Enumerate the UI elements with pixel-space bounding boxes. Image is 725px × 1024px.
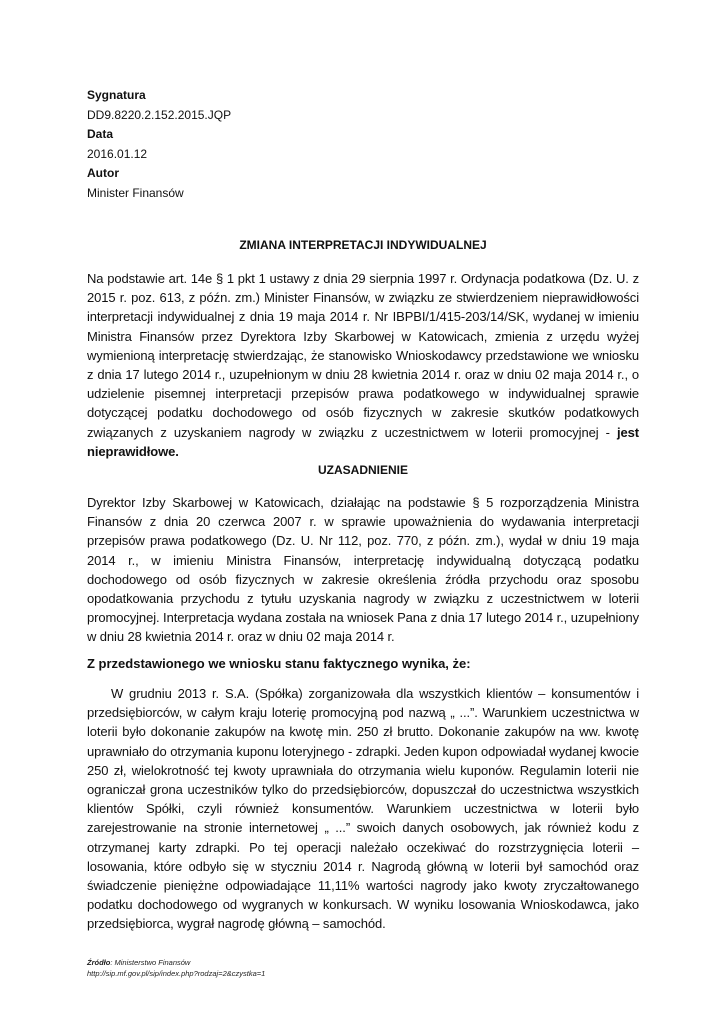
intro-paragraph xyxy=(87,269,639,461)
source-label: Źródło xyxy=(87,958,111,967)
source-url[interactable]: http://sip.mf.gov.pl/sip/index.php?rodzaj=2&czystka=1 xyxy=(87,969,266,978)
date-label: Data xyxy=(87,127,114,142)
document-metadata xyxy=(87,86,387,204)
source-footer xyxy=(87,957,487,979)
justification-title: UZASADNIENIE xyxy=(317,463,408,477)
author-value: Minister Finansów xyxy=(87,185,184,200)
intro-text: Na podstawie art. 14e § 1 pkt 1 ustawy z dnia 29 sierpnia 1997 r. Ordynacja podatkowa (Dz. U. z 2015 r. poz. 613, z późn. zm.) Minister Finansów, w związku ze stwierdzeniem nieprawidłowości interpretacji indywidualnej z dnia 19 maja 2014 r. Nr IBPBI/1/415-203/14/SK, wydanej w imieniu Ministra Finansów przez Dyrektora Izby Skarbowej w Katowicach, zmienia z urzędu wyżej wymienioną interpretację stwierdzając, że stanowisko Wnioskodawcy przedstawione we wniosku z dnia 17 lutego 2014 r., uzupełnionym w dniu 28 kwietnia 2014 r. oraz w dniu 02 maja 2014 r., o udzielenie pisemnej interpretacji przepisów prawa podatkowego w indywidualnej sprawie dotyczącej podatku dochodowego od osób fizycznych w zakresie skutków podatkowych związanych z uzyskaniem nagrody w związku z uczestnictwem w loterii promocyjnej - xyxy=(87,271,639,440)
facts-heading: Z przedstawionego we wniosku stanu faktycznego wynika, że: xyxy=(87,656,471,671)
signature-label: Sygnatura xyxy=(87,88,146,102)
author-label: Autor xyxy=(87,166,119,181)
source-value: : Ministerstwo Finansów xyxy=(110,958,191,967)
verdict-text: jest nieprawidłowe. xyxy=(87,424,639,459)
signature-value: DD9.8220.2.152.2015.JQP xyxy=(87,107,232,122)
facts-paragraph: W grudniu 2013 r. S.A. (Spółka) zorganizowała dla wszystkich klientów – konsumentów i przedsiębiorców, w całym kraju loterię promocyjną pod nazwą „ ...”. Warunkiem uczestnictwa w loterii było dokonanie zakupów na kwotę min. 250 zł brutto. Dokonanie zakupów na ww. kwotę uprawniało do otrzymania kuponu loteryjnego - zdrapki. Jeden kupon odpowiadał wydanej kwocie 250 zł, wielokrotność tej kwoty uprawniała do otrzymania wielu kuponów. Regulamin loterii nie ograniczał grona uczestników tylko do przedsiębiorców, dopuszczał do uczestnictwa wszystkich klientów Spółki, czyli również konsumentów. Warunkiem uczestnictwa w loterii było zarejestrowanie na stronie internetowej „ ...” swoich danych osobowych, jak również kodu z otrzymanej karty zdrapki. Po tej operacji należało oczekiwać do rozstrzygnięcia loterii – losowania, które odbyło się w styczniu 2014 r. Nagrodą główną w loterii był samochód oraz świadczenie pieniężne odpowiadające 11,11% wartości nagrody jako kwoty zryczałtowanego podatku dochodowego od wygranych w konkursach. W wyniku losowania Wnioskodawca, jako przedsiębiorca, wygrał nagrodę główną – samochód. xyxy=(87,686,639,932)
justification-paragraph: Dyrektor Izby Skarbowej w Katowicach, działając na podstawie § 5 rozporządzenia Ministra Finansów z dnia 20 czerwca 2007 r. w sprawie upoważnienia do wydawania interpretacji przepisów prawa podatkowego (Dz. U. Nr 112, poz. 770, z późn. zm.), wydał w dniu 19 maja 2014 r., w imieniu Ministra Finansów, interpretację indywidualną dotyczącą podatku dochodowego od osób fizycznych w zakresie określenia źródła przychodu oraz sposobu opodatkowania przychodu z tytułu uzyskania nagrody w związku z uczestnictwem w loterii promocyjnej. Interpretacja wydana została na wniosek Pana z dnia 17 lutego 2014 r., uzupełniony w dniu 28 kwietnia 2014 r. oraz w dniu 02 maja 2014 r. xyxy=(87,495,639,645)
document-title: ZMIANA INTERPRETACJI INDYWIDUALNEJ xyxy=(239,238,487,252)
date-value: 2016.01.12 xyxy=(87,146,148,161)
